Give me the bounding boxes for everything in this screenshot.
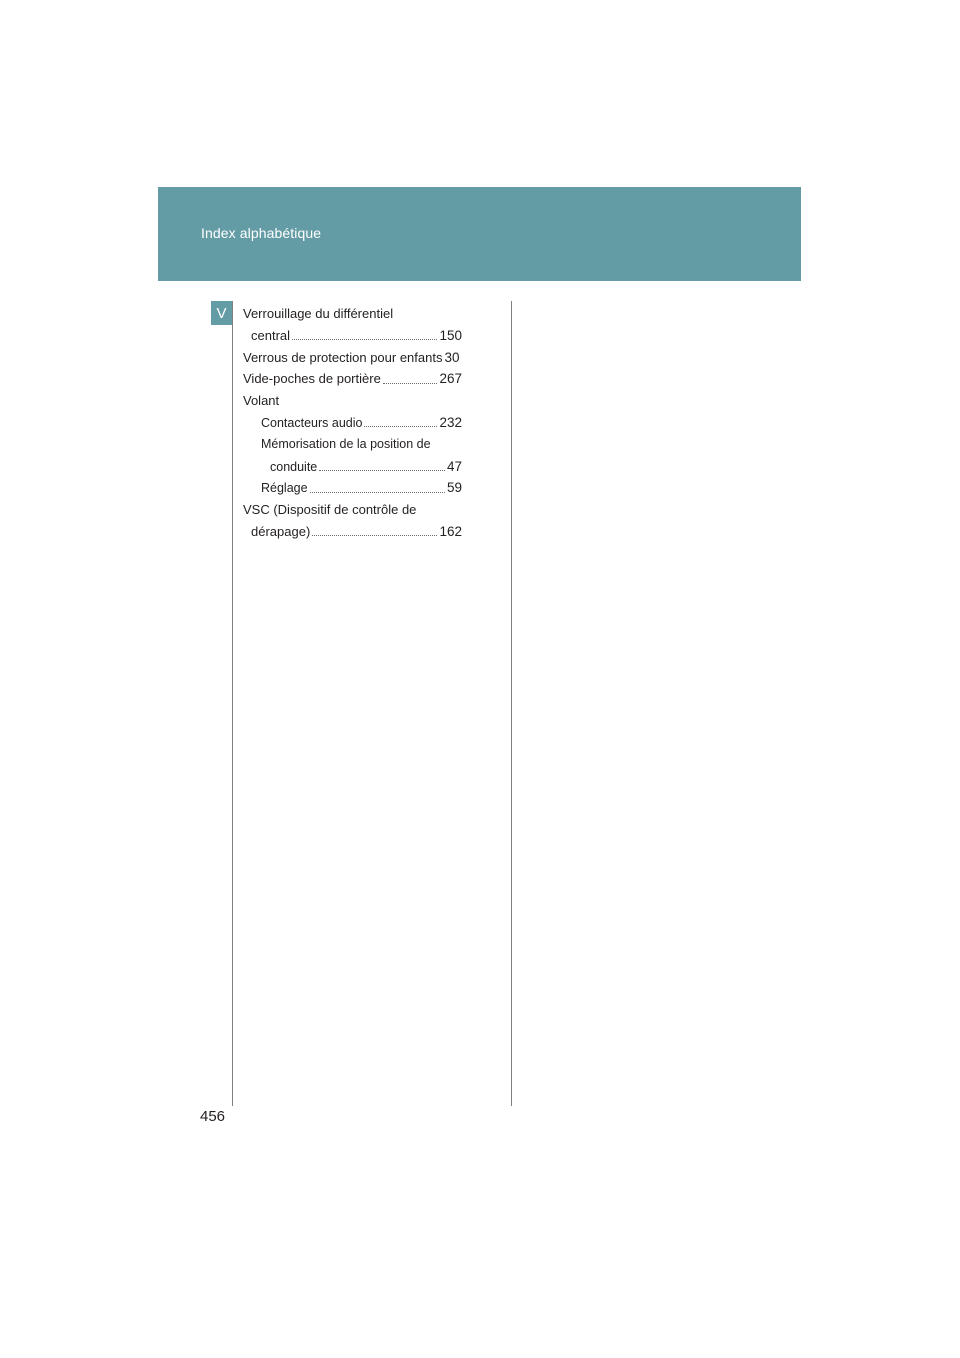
- index-entry: [243, 521, 462, 543]
- dot-leader: [319, 470, 445, 471]
- entry-label: Contacteurs audio: [261, 415, 363, 430]
- dot-leader: [310, 492, 445, 493]
- index-entry: [243, 303, 462, 325]
- entry-page: 59: [446, 480, 462, 496]
- dot-leader: [364, 426, 437, 427]
- entry-label: conduite: [270, 459, 318, 474]
- entry-page: 267: [439, 371, 462, 387]
- header-band: [158, 187, 801, 281]
- index-subentry: [243, 477, 462, 499]
- index-subentry: [243, 456, 462, 478]
- entry-label: VSC (Dispositif de contrôle de: [243, 502, 417, 518]
- entry-label: dérapage): [251, 523, 311, 539]
- index-entry: [243, 499, 462, 521]
- entry-label: Verrouillage du différentiel: [243, 306, 394, 321]
- column-divider-left: [232, 301, 233, 1106]
- index-entry: [243, 325, 462, 347]
- entry-page: 47: [446, 458, 462, 474]
- section-letter-tab: V: [211, 301, 232, 325]
- entry-label: Vide-poches de portière: [243, 371, 381, 387]
- entry-page: 232: [439, 414, 462, 430]
- entry-page: 162: [439, 523, 462, 539]
- entry-page: 150: [439, 327, 462, 343]
- header-title: Index alphabétique: [201, 225, 322, 241]
- index-entry: [243, 347, 462, 369]
- entry-label: Mémorisation de la position de: [261, 436, 431, 451]
- index-column: [243, 303, 462, 543]
- entry-label: central: [251, 327, 291, 343]
- page-number: 456: [200, 1108, 226, 1125]
- dot-leader: [312, 535, 437, 536]
- entry-page: 30: [444, 349, 460, 365]
- index-subentry: [243, 412, 462, 434]
- index-entry: [243, 368, 462, 390]
- dot-leader: [383, 383, 438, 384]
- entry-label: Volant: [243, 393, 280, 409]
- column-divider-right: [511, 301, 512, 1106]
- entry-label: Réglage: [261, 481, 308, 496]
- dot-leader: [292, 339, 437, 340]
- entry-label: Verrous de protection pour enfants: [243, 349, 443, 365]
- index-entry: [243, 390, 462, 412]
- index-subentry: [243, 434, 462, 456]
